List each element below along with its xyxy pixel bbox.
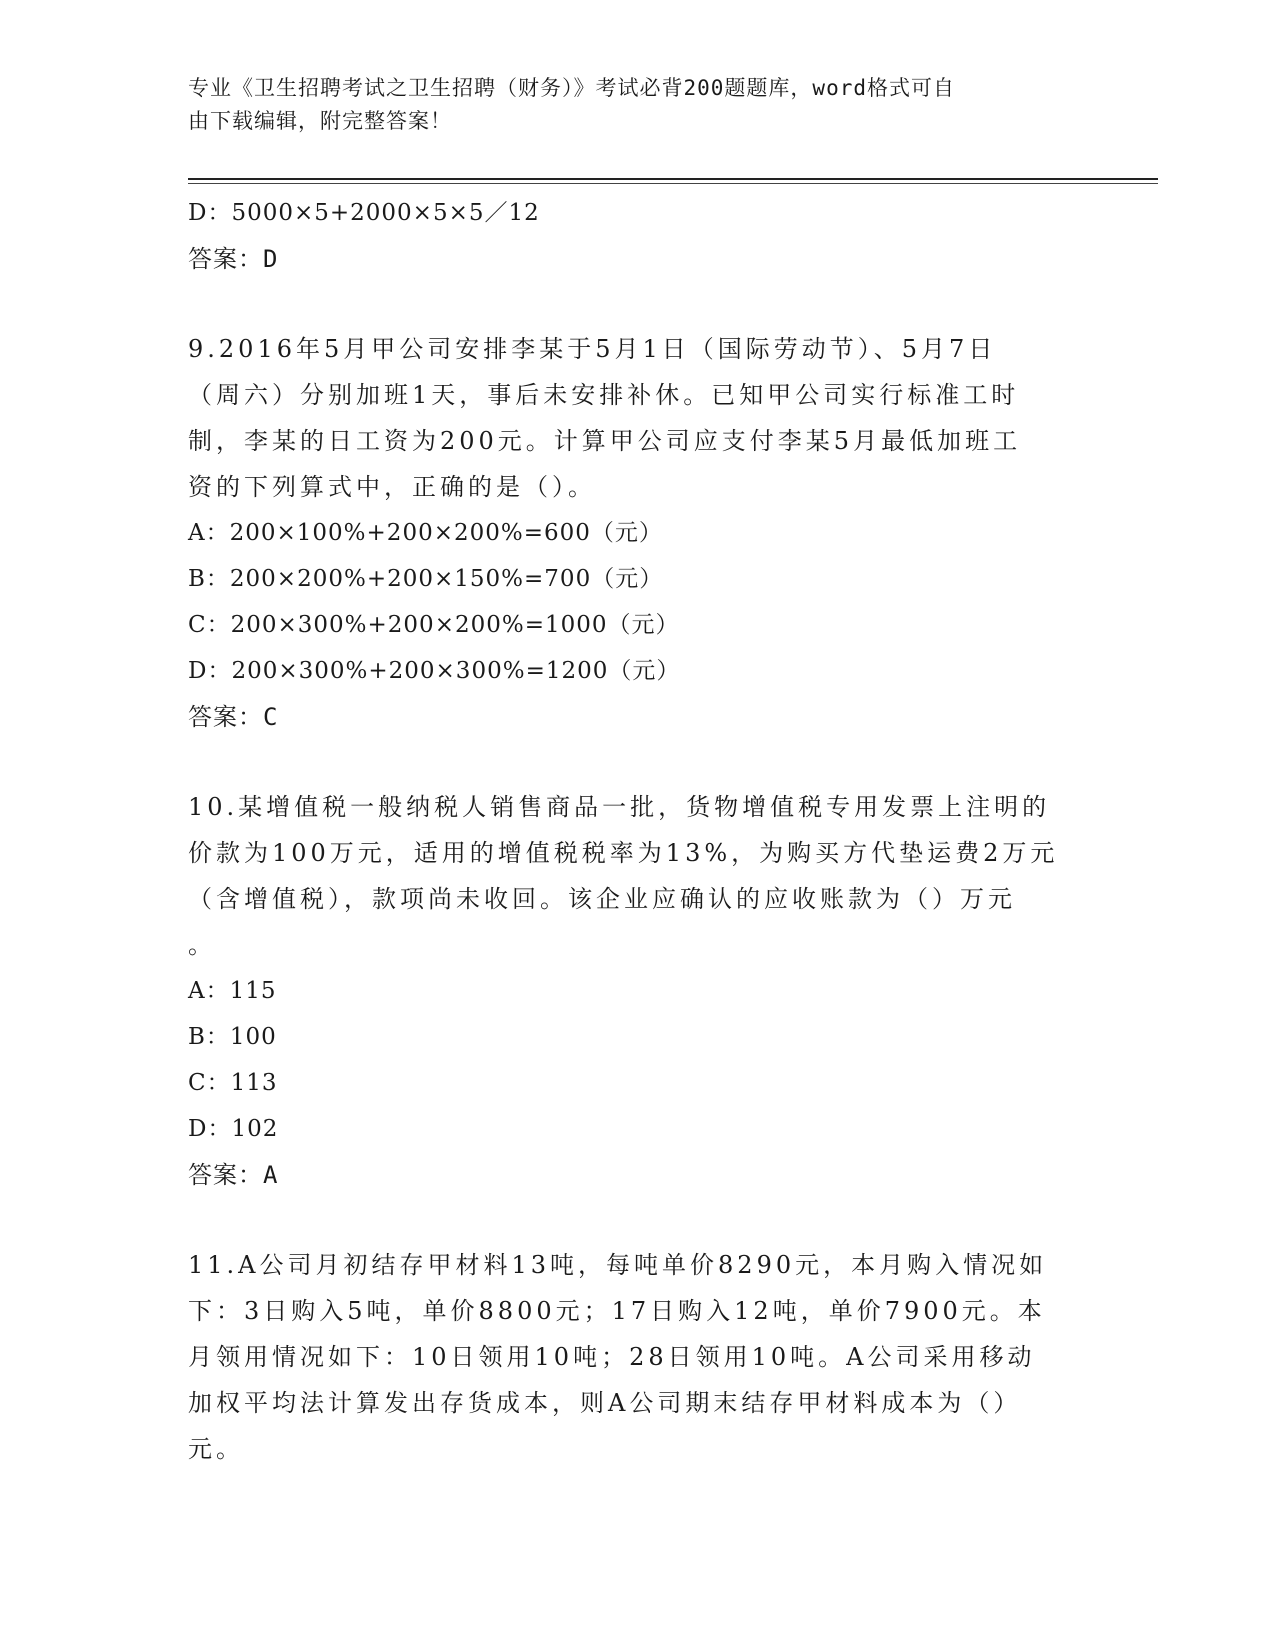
answer-line: 答案：C <box>188 703 279 731</box>
question-text-line: （含增值税），款项尚未收回。该企业应确认的应收账款为（）万元 <box>188 885 1016 913</box>
option-d: D：102 <box>188 1116 279 1142</box>
option-c: C：113 <box>188 1070 278 1096</box>
question-text-line: 元。 <box>188 1435 244 1463</box>
header-rule-thin <box>188 183 1158 184</box>
spacer <box>188 282 1088 326</box>
option-a: A：115 <box>188 978 277 1004</box>
question-text-line: 下：3日购入5吨，单价8800元；17日购入12吨，单价7900元。本 <box>188 1297 1046 1325</box>
question-11 <box>188 1242 1088 1472</box>
question-text-line: 9.2016年5月甲公司安排李某于5月1日（国际劳动节）、5月7日 <box>188 335 997 363</box>
option-b: B：200×200%+200×150%=700（元） <box>188 566 664 592</box>
page-header <box>188 72 1068 138</box>
question-text-line: 资的下列算式中，正确的是（）。 <box>188 473 596 501</box>
document-body <box>188 190 1088 1472</box>
question-9 <box>188 326 1088 740</box>
question-text-line: 制，李某的日工资为200元。计算甲公司应支付李某5月最低加班工 <box>188 427 1022 455</box>
option-d: D：200×300%+200×300%=1200（元） <box>188 658 681 684</box>
question-text-line: 价款为100万元，适用的增值税税率为13%，为购买方代垫运费2万元 <box>188 839 1059 867</box>
question-10 <box>188 784 1088 1198</box>
question-text-line: 10.某增值税一般纳税人销售商品一批，货物增值税专用发票上注明的 <box>188 793 1051 821</box>
spacer <box>188 1198 1088 1242</box>
question-text-line: （周六）分别加班1天，事后未安排补休。已知甲公司实行标准工时 <box>188 381 1020 409</box>
question-8-tail <box>188 190 1088 282</box>
header-line-2: 由下载编辑，附完整答案！ <box>188 109 452 133</box>
option-c: C：200×300%+200×200%=1000（元） <box>188 612 680 638</box>
question-text-line: 月领用情况如下：10日领用10吨；28日领用10吨。A公司采用移动 <box>188 1343 1036 1371</box>
option-b: B：100 <box>188 1024 277 1050</box>
option-a: A：200×100%+200×200%=600（元） <box>188 520 663 546</box>
question-text-line: 加权平均法计算发出存货成本，则A公司期末结存甲材料成本为（） <box>188 1389 1022 1417</box>
answer-line: 答案：A <box>188 1161 279 1189</box>
spacer <box>188 740 1088 784</box>
option-d: D：5000×5+2000×5×5／12 <box>188 200 540 226</box>
question-text-line: 11.A公司月初结存甲材料13吨，每吨单价8290元，本月购入情况如 <box>188 1251 1048 1279</box>
header-line-1: 专业《卫生招聘考试之卫生招聘（财务）》考试必背200题题库，word格式可自 <box>188 76 955 100</box>
answer-line: 答案：D <box>188 245 279 273</box>
question-text-line: 。 <box>188 931 216 959</box>
header-rule-thick <box>188 178 1158 180</box>
